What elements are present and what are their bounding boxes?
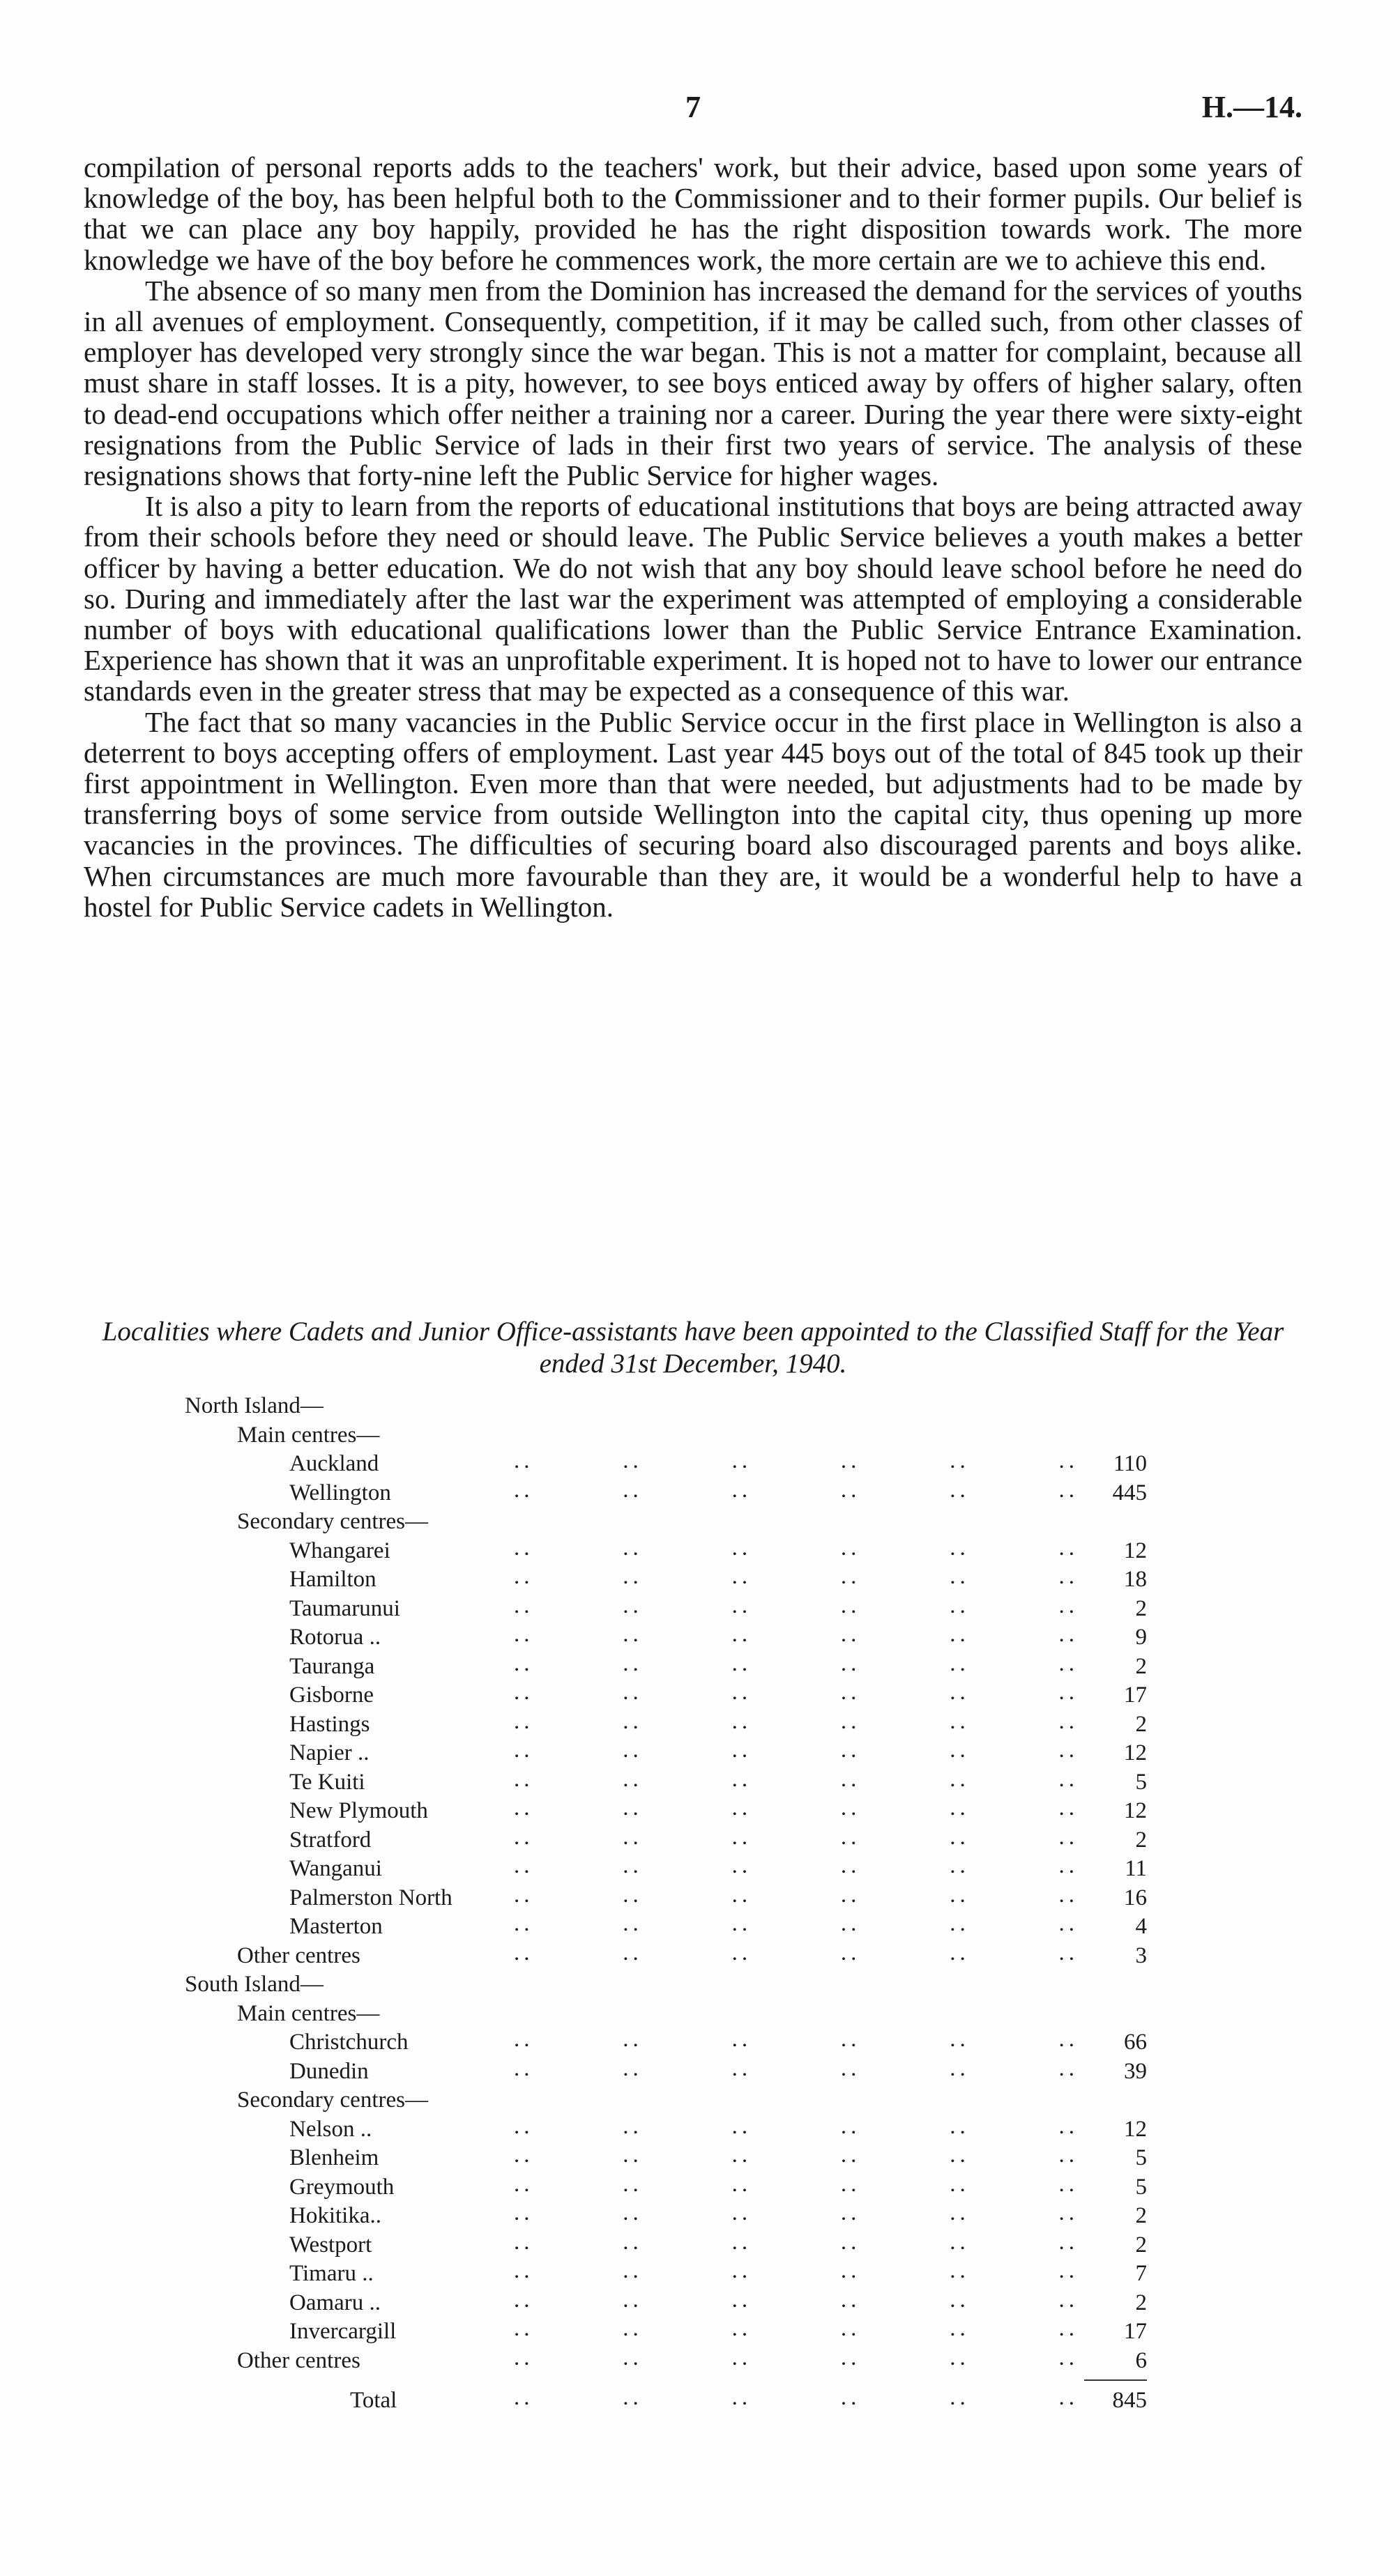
locality-label: Secondary centres—	[237, 1509, 428, 1534]
locality-label: Stratford	[289, 1827, 372, 1853]
table-row	[185, 2115, 1147, 2145]
appointment-count: 2	[1135, 1711, 1147, 1737]
appointment-count: 5	[1135, 2174, 1147, 2200]
appointment-count: 12	[1124, 2116, 1147, 2142]
dot-leader: .. .. .. .. .. ..	[514, 2385, 1079, 2410]
table-row	[185, 1681, 1147, 1710]
table-row	[185, 1768, 1147, 1797]
table-row	[185, 1855, 1147, 1884]
table-row	[185, 1739, 1147, 1768]
appointment-count: 7	[1135, 2261, 1147, 2286]
body-text	[84, 152, 1302, 922]
dot-leader: .. .. .. .. .. ..	[514, 1680, 1079, 1705]
table-row	[185, 1623, 1147, 1653]
locality-label: Greymouth	[289, 2174, 395, 2200]
appointment-count: 17	[1124, 1682, 1147, 1708]
dot-leader: .. .. .. .. .. ..	[514, 1622, 1079, 1647]
table-row	[185, 1912, 1147, 1942]
locality-label: Tauranga	[289, 1653, 375, 1679]
page-number: 7	[685, 90, 701, 124]
table-row	[185, 2289, 1147, 2318]
locality-table	[185, 1392, 1147, 2416]
table-row	[185, 2028, 1147, 2057]
table-row	[185, 1650, 1147, 1682]
page-header	[84, 89, 1302, 131]
locality-label: Nelson ..	[289, 2116, 372, 2142]
locality-label: Other centres	[237, 2347, 360, 2373]
locality-label: Wellington	[289, 1480, 391, 1505]
table-row	[185, 1710, 1147, 1740]
dot-leader: .. .. .. .. .. ..	[514, 1650, 1079, 1676]
dot-leader: .. .. .. .. .. ..	[514, 2229, 1079, 2255]
table-row	[185, 2173, 1147, 2202]
table-row	[185, 1479, 1147, 1508]
table-title: Localities where Cadets and Junior Office-assistants have been appointed to the Classified Staff for the Year ended 31st December, 1940.	[102, 1317, 1284, 1379]
locality-label: Hamilton	[289, 1567, 376, 1592]
locality-label: Te Kuiti	[289, 1769, 365, 1795]
dot-leader: .. .. .. .. .. ..	[514, 1940, 1079, 1965]
table-row	[185, 1421, 1147, 1450]
appointment-count: 445	[1112, 1480, 1147, 1505]
appointment-count: 11	[1125, 1856, 1147, 1881]
appointment-count: 2	[1135, 2232, 1147, 2257]
total-label: Total	[350, 2388, 397, 2413]
appointment-count: 16	[1124, 1885, 1147, 1910]
table-row	[185, 2202, 1147, 2231]
locality-label: Timaru ..	[289, 2261, 374, 2286]
appointment-count: 2	[1135, 2203, 1147, 2228]
locality-label: Oamaru ..	[289, 2290, 381, 2315]
table-row	[185, 1942, 1147, 1971]
locality-label: Auckland	[289, 1451, 379, 1476]
table-row	[185, 1797, 1147, 1826]
appointment-count: 39	[1124, 2058, 1147, 2084]
dot-leader: .. .. .. .. .. ..	[514, 2200, 1079, 2225]
total-value: 845	[1112, 2388, 1147, 2413]
appointment-count: 12	[1124, 1798, 1147, 1823]
table-row	[185, 1884, 1147, 1913]
locality-label: Hokitika..	[289, 2203, 381, 2228]
dot-leader: .. .. .. .. .. ..	[514, 2171, 1079, 2197]
dot-leader: .. .. .. .. .. ..	[514, 2258, 1079, 2283]
paragraph: It is also a pity to learn from the reports of educational institutions that boys are being attracted away from their schools before they need or should leave. The Public Service believes a youth makes a better officer by having a better education. We do not wish that any boy should leave school before he need do so. During and immediately after the last war the experiment was attempted of employing a considerable number of boys with educational qualifications lower than the Public Service Entrance Examination. Experience has shown that it was an unprofitable experiment. It is hoped not to have to lower our entrance standards even in the greater stress that may be expected as a consequence of this war.	[84, 490, 1302, 707]
appointment-count: 5	[1135, 2145, 1147, 2170]
table-row	[185, 1392, 1147, 1421]
paragraph: The absence of so many men from the Dominion has increased the demand for the services of youths in all avenues of employment. Consequently, competition, if it may be called such, from other classes of employer has developed very strongly since the war began. This is not a matter for complaint, because all must share in staff losses. It is a pity, however, to see boys enticed away by offers of higher salary, often to dead-end occupations which offer neither a training nor a career. During the year there were sixty-eight resignations from the Public Service of lads in their first two years of service. The analysis of these resignations shows that forty-nine left the Public Service for higher wages.	[84, 274, 1302, 492]
locality-label: Masterton	[289, 1914, 383, 1939]
total-row	[185, 2385, 1147, 2416]
appointment-count: 2	[1135, 1595, 1147, 1621]
locality-label: Palmerston North	[289, 1885, 452, 1910]
locality-label: New Plymouth	[289, 1798, 428, 1823]
appointment-count: 2	[1135, 2290, 1147, 2315]
locality-label: Wanganui	[289, 1856, 382, 1881]
table-row	[185, 1595, 1147, 1624]
appointment-count: 6	[1135, 2347, 1147, 2373]
appointment-count: 110	[1113, 1451, 1147, 1476]
locality-label: Rotorua ..	[289, 1625, 381, 1650]
dot-leader: .. .. .. .. .. ..	[514, 1911, 1079, 1936]
table-row	[185, 1450, 1147, 1479]
paragraph: The fact that so many vacancies in the Public Service occur in the first place in Wellington is also a deterrent to boys accepting offers of employment. Last year 445 boys out of the total of 845 took up their first appointment in Wellington. Even more than that were needed, but adjustments had to be made by transferring boys of some service from outside Wellington into the capital city, thus opening up more vacancies in the provinces. The difficulties of securing board also discouraged parents and boys alike. When circumstances are much more favourable than they are, it would be a wonderful help to have a hostel for Public Service cadets in Wellington.	[84, 705, 1302, 923]
table-row	[185, 2000, 1147, 2029]
table-row	[185, 1565, 1147, 1595]
appointment-count: 3	[1135, 1942, 1147, 1968]
locality-label: Whangarei	[289, 1538, 390, 1563]
table-row	[185, 2057, 1147, 2087]
dot-leader: .. .. .. .. .. ..	[514, 1448, 1079, 1473]
dot-leader: .. .. .. .. .. ..	[514, 1477, 1079, 1503]
table-row	[185, 1826, 1147, 1855]
locality-label: Westport	[289, 2232, 372, 2257]
dot-leader: .. .. .. .. .. ..	[514, 1795, 1079, 1820]
locality-label: South Island—	[185, 1972, 324, 1997]
appointment-count: 17	[1124, 2319, 1147, 2344]
locality-label: North Island—	[185, 1393, 324, 1418]
document-reference: H.—14.	[1201, 90, 1302, 124]
dot-leader: .. .. .. .. .. ..	[514, 1593, 1079, 1618]
table-row	[185, 2260, 1147, 2289]
table-row	[185, 2347, 1147, 2376]
dot-leader: .. .. .. .. .. ..	[514, 1564, 1079, 1589]
locality-label: Main centres—	[237, 1422, 380, 1448]
dot-leader: .. .. .. .. .. ..	[514, 1766, 1079, 1792]
appointment-count: 5	[1135, 1769, 1147, 1795]
dot-leader: .. .. .. .. .. ..	[514, 1853, 1079, 1878]
locality-label: Napier ..	[289, 1740, 370, 1765]
dot-leader: .. .. .. .. .. ..	[514, 2055, 1079, 2081]
dot-leader: .. .. .. .. .. ..	[514, 1708, 1079, 1734]
table-row	[185, 2317, 1147, 2347]
appointment-count: 2	[1135, 1653, 1147, 1679]
locality-label: Christchurch	[289, 2030, 409, 2055]
dot-leader: .. .. .. .. .. ..	[514, 1738, 1079, 1763]
appointment-count: 2	[1135, 1827, 1147, 1853]
locality-label: Hastings	[289, 1711, 370, 1737]
paragraph: compilation of personal reports adds to the teachers' work, but their advice, based upon some years of knowledge of the boy, has been helpful both to the Commissioner and to their former pupils. Our belief is that we can place any boy happily, provided he has the right disposition towards work. The more knowledge we have of the boy before he commences work, the more certain are we to achieve this end.	[84, 151, 1302, 276]
dot-leader: .. .. .. .. .. ..	[514, 2287, 1079, 2313]
appointment-count: 12	[1124, 1740, 1147, 1765]
locality-label: Main centres—	[237, 2000, 380, 2026]
dot-leader: .. .. .. .. .. ..	[514, 2113, 1079, 2139]
locality-label: Blenheim	[289, 2145, 379, 2170]
dot-leader: .. .. .. .. .. ..	[514, 2142, 1079, 2168]
table-row	[185, 2144, 1147, 2173]
appointment-count: 18	[1124, 1567, 1147, 1592]
locality-label: Invercargill	[289, 2319, 397, 2344]
dot-leader: .. .. .. .. .. ..	[514, 2027, 1079, 2052]
appointment-count: 12	[1124, 1538, 1147, 1563]
dot-leader: .. .. .. .. .. ..	[514, 1882, 1079, 1908]
dot-leader: .. .. .. .. .. ..	[514, 2345, 1079, 2370]
dot-leader: .. .. .. .. .. ..	[514, 1824, 1079, 1850]
dot-leader: .. .. .. .. .. ..	[514, 2316, 1079, 2341]
table-row	[185, 1970, 1147, 2000]
locality-label: Taumarunui	[289, 1595, 400, 1621]
appointment-count: 66	[1124, 2030, 1147, 2055]
locality-label: Other centres	[237, 1942, 360, 1968]
appointment-count: 4	[1135, 1914, 1147, 1939]
table-row	[185, 2231, 1147, 2260]
table-row	[185, 1537, 1147, 1566]
appointment-count: 9	[1135, 1625, 1147, 1650]
locality-label: Secondary centres—	[237, 2087, 428, 2113]
table-row	[185, 1508, 1147, 1537]
table-row	[185, 2086, 1147, 2115]
locality-label: Dunedin	[289, 2058, 369, 2084]
locality-label: Gisborne	[289, 1682, 374, 1708]
dot-leader: .. .. .. .. .. ..	[514, 1535, 1079, 1561]
